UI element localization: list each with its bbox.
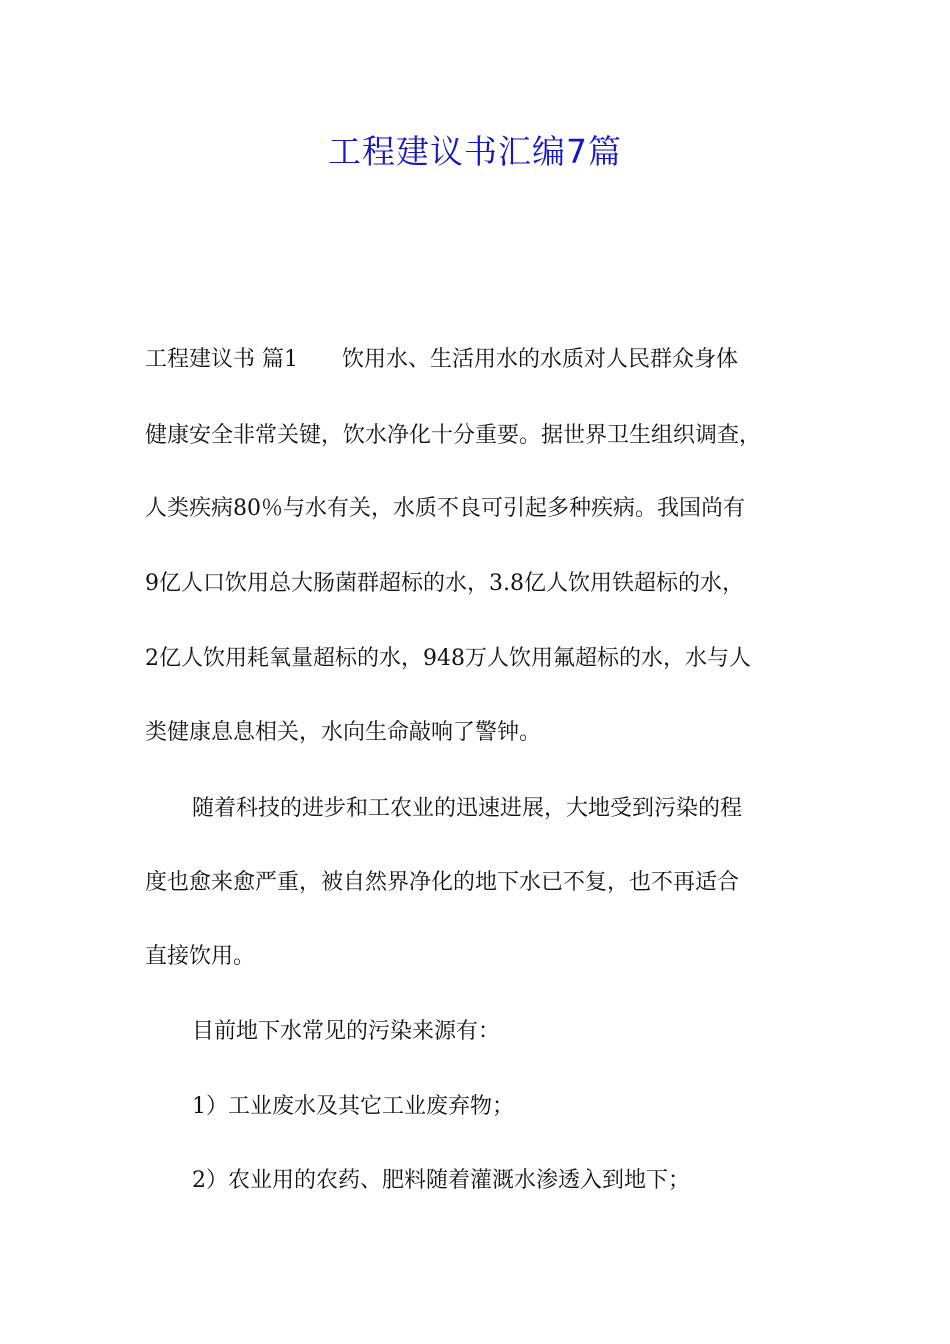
body-line-6: 类健康息息相关，水向生命敲响了警钟。: [145, 720, 542, 745]
body-line-5: 2亿人饮用耗氧量超标的水，948万人饮用氟超标的水，水与人: [145, 646, 751, 671]
body-line-11: 1）工业废水及其它工业废弃物；: [192, 1094, 514, 1119]
body-line-1: 工程建议书 篇1 饮用水、生活用水的水质对人民群众身体: [145, 347, 738, 372]
body-line-7: 随着科技的进步和工农业的迅速进展，大地受到污染的程: [192, 796, 743, 821]
body-line-10: 目前地下水常见的污染来源有：: [192, 1019, 501, 1044]
body-line-3: 人类疾病80％与水有关，水质不良可引起多种疾病。我国尚有: [145, 496, 745, 521]
body-line-8: 度也愈来愈严重，被自然界净化的地下水已不复，也不再适合: [145, 870, 740, 895]
body-line-4: 9亿人口饮用总大肠菌群超标的水，3.8亿人饮用铁超标的水，: [145, 571, 744, 596]
body-line-9: 直接饮用。: [145, 944, 256, 969]
body-line-12: 2）农业用的农药、肥料随着灌溉水渗透入到地下；: [192, 1168, 690, 1193]
document-title: 工程建议书汇编7篇: [328, 132, 622, 171]
body-line-2: 健康安全非常关键，饮水净化十分重要。据世界卫生组织调查，: [145, 423, 762, 448]
